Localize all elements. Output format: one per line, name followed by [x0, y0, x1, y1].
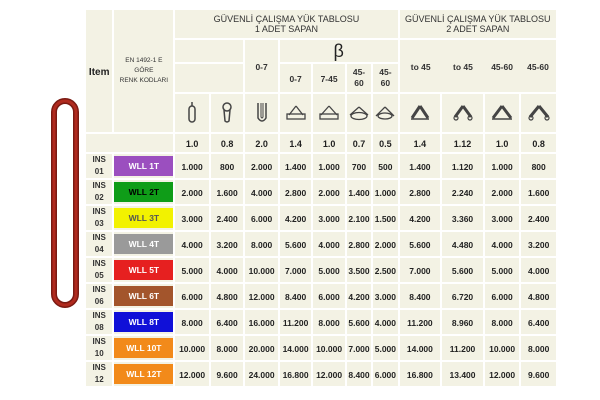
load-value: 4.200 — [400, 206, 441, 230]
item-code: INS 12 — [86, 362, 112, 386]
two-sling-choke-45-60-icon — [521, 94, 556, 132]
item-code: INS 10 — [86, 336, 112, 360]
load-value: 2.400 — [211, 206, 244, 230]
table-row — [86, 232, 556, 256]
angle-header: 45- 60 — [347, 64, 371, 92]
load-value: 8.400 — [400, 284, 441, 308]
angle-header: 7-45 — [313, 64, 344, 92]
load-value: 1.000 — [175, 154, 209, 178]
load-value: 4.800 — [211, 284, 244, 308]
color-code-cell — [114, 310, 173, 334]
load-value: 3.000 — [313, 206, 344, 230]
basket-45-60-alt-icon — [373, 94, 397, 132]
load-value: 4.000 — [245, 180, 278, 204]
beta-symbol: β — [280, 40, 398, 62]
color-code-cell — [114, 206, 173, 230]
color-code-cell — [114, 154, 173, 178]
load-value: 4.000 — [211, 258, 244, 282]
load-value: 5.600 — [400, 232, 441, 256]
load-value: 12.000 — [245, 284, 278, 308]
load-value: 3.200 — [521, 232, 556, 256]
table-row — [86, 206, 556, 230]
load-value: 12.000 — [313, 362, 344, 386]
load-value: 10.000 — [313, 336, 344, 360]
load-factor: 1.4 — [280, 134, 311, 152]
wll-color-tag: WLL 5T — [114, 260, 173, 280]
load-value: 3.200 — [211, 232, 244, 256]
item-code: INS 05 — [86, 258, 112, 282]
load-value: 4.000 — [175, 232, 209, 256]
wll-color-tag: WLL 3T — [114, 208, 173, 228]
load-value: 14.000 — [400, 336, 441, 360]
load-value: 2.000 — [245, 154, 278, 178]
load-value: 14.000 — [280, 336, 311, 360]
table-row — [86, 310, 556, 334]
load-value: 6.720 — [442, 284, 483, 308]
load-value: 800 — [521, 154, 556, 178]
header-blank — [175, 40, 243, 62]
load-value: 11.200 — [442, 336, 483, 360]
table-row — [86, 154, 556, 178]
item-code: INS 08 — [86, 310, 112, 334]
table-row — [86, 362, 556, 386]
two-sling-choke-to-45-icon — [442, 94, 483, 132]
load-value: 500 — [373, 154, 397, 178]
load-value: 7.000 — [280, 258, 311, 282]
load-value: 1.600 — [211, 180, 244, 204]
two-sling-to-45-icon — [400, 94, 441, 132]
load-value: 5.600 — [442, 258, 483, 282]
load-value: 4.000 — [485, 232, 520, 256]
load-factor: 1.0 — [485, 134, 520, 152]
load-value: 1.400 — [280, 154, 311, 178]
load-factor: 1.12 — [442, 134, 483, 152]
load-value: 3.000 — [373, 284, 397, 308]
load-value: 16.800 — [400, 362, 441, 386]
load-factor: 2.0 — [245, 134, 278, 152]
item-code: INS 06 — [86, 284, 112, 308]
load-value: 1.400 — [400, 154, 441, 178]
load-value: 8.000 — [245, 232, 278, 256]
angle-header: to 45 — [400, 40, 442, 92]
angle-header: 45-60 — [484, 40, 520, 92]
load-value: 9.600 — [521, 362, 556, 386]
round-sling-image — [50, 97, 80, 309]
load-value: 4.000 — [313, 232, 344, 256]
header-blank — [175, 64, 243, 92]
load-value: 5.000 — [373, 336, 397, 360]
item-header: Item — [86, 10, 112, 132]
load-value: 1.600 — [521, 180, 556, 204]
load-value: 2.100 — [347, 206, 371, 230]
load-value: 7.000 — [400, 258, 441, 282]
load-value: 1.500 — [373, 206, 397, 230]
load-factor: 1.4 — [400, 134, 441, 152]
double-angle-headers — [400, 40, 556, 92]
load-value: 8.000 — [175, 310, 209, 334]
load-value: 2.800 — [280, 180, 311, 204]
load-value: 6.000 — [175, 284, 209, 308]
basket-45-60-icon — [347, 94, 371, 132]
load-value: 2.800 — [347, 232, 371, 256]
basket-7-45-icon — [313, 94, 344, 132]
load-value: 12.000 — [175, 362, 209, 386]
load-value: 3.000 — [175, 206, 209, 230]
load-value: 16.800 — [280, 362, 311, 386]
load-value: 8.400 — [347, 362, 371, 386]
color-code-cell — [114, 284, 173, 308]
angle-header: 0-7 — [280, 64, 311, 92]
load-value: 6.000 — [313, 284, 344, 308]
choke-hitch-icon — [211, 94, 244, 132]
angle-header: 45-60 — [520, 40, 556, 92]
load-value: 20.000 — [245, 336, 278, 360]
color-code-header: EN 1492-1 E GÖRE RENK KODLARI — [114, 10, 173, 132]
load-value: 4.200 — [347, 284, 371, 308]
item-code: INS 02 — [86, 180, 112, 204]
color-code-cell — [114, 336, 173, 360]
table-row — [86, 336, 556, 360]
load-value: 800 — [211, 154, 244, 178]
load-value: 6.000 — [373, 362, 397, 386]
load-value: 6.400 — [211, 310, 244, 334]
load-value: 1.000 — [313, 154, 344, 178]
load-value: 10.000 — [245, 258, 278, 282]
load-value: 3.000 — [485, 206, 520, 230]
load-value: 13.400 — [442, 362, 483, 386]
color-code-cell — [114, 232, 173, 256]
load-value: 2.400 — [521, 206, 556, 230]
table-row — [86, 258, 556, 282]
wll-color-tag: WLL 4T — [114, 234, 173, 254]
load-value: 4.200 — [280, 206, 311, 230]
load-value: 16.000 — [245, 310, 278, 334]
load-value: 4.800 — [521, 284, 556, 308]
load-value: 2.240 — [442, 180, 483, 204]
wll-color-tag: WLL 1T — [114, 156, 173, 176]
load-value: 8.000 — [211, 336, 244, 360]
color-code-cell — [114, 258, 173, 282]
table-row — [86, 284, 556, 308]
load-value: 4.480 — [442, 232, 483, 256]
vertical-lift-icon — [175, 94, 209, 132]
safe-working-load-table — [84, 8, 558, 388]
load-value: 3.500 — [347, 258, 371, 282]
load-value: 10.000 — [485, 336, 520, 360]
load-value: 8.960 — [442, 310, 483, 334]
basket-hitch-icon — [245, 94, 278, 132]
angle-header: to 45 — [442, 40, 484, 92]
load-value: 2.500 — [373, 258, 397, 282]
load-value: 1.000 — [485, 154, 520, 178]
load-value: 8.400 — [280, 284, 311, 308]
color-code-cell — [114, 180, 173, 204]
load-factor: 1.0 — [313, 134, 344, 152]
load-value: 9.600 — [211, 362, 244, 386]
load-value: 5.000 — [485, 258, 520, 282]
load-value: 7.000 — [347, 336, 371, 360]
load-factor: 0.5 — [373, 134, 397, 152]
load-value: 5.000 — [175, 258, 209, 282]
load-value: 12.000 — [485, 362, 520, 386]
load-value: 2.000 — [373, 232, 397, 256]
load-value: 8.000 — [485, 310, 520, 334]
load-value: 5.000 — [313, 258, 344, 282]
load-value: 4.000 — [373, 310, 397, 334]
load-value: 1.400 — [347, 180, 371, 204]
load-factor: 0.8 — [521, 134, 556, 152]
load-value: 700 — [347, 154, 371, 178]
load-value: 4.000 — [521, 258, 556, 282]
item-code: INS 04 — [86, 232, 112, 256]
load-value: 6.400 — [521, 310, 556, 334]
load-value: 3.360 — [442, 206, 483, 230]
wll-color-tag: WLL 2T — [114, 182, 173, 202]
item-code: INS 03 — [86, 206, 112, 230]
wll-color-tag: WLL 12T — [114, 364, 173, 384]
load-value: 2.800 — [400, 180, 441, 204]
load-factor: 1.0 — [175, 134, 209, 152]
load-value: 11.200 — [280, 310, 311, 334]
load-value: 1.000 — [373, 180, 397, 204]
wll-color-tag: WLL 10T — [114, 338, 173, 358]
load-factor: 0.8 — [211, 134, 244, 152]
wll-color-tag: WLL 6T — [114, 286, 173, 306]
load-value: 5.600 — [347, 310, 371, 334]
two-sling-45-60-icon — [485, 94, 520, 132]
load-value: 2.000 — [313, 180, 344, 204]
load-value: 8.000 — [521, 336, 556, 360]
load-value: 2.000 — [485, 180, 520, 204]
load-value: 10.000 — [175, 336, 209, 360]
single-sling-title: GÜVENLİ ÇALIŞMA YÜK TABLOSU 1 ADET SAPAN — [175, 10, 397, 38]
table-row — [86, 180, 556, 204]
angle-header: 45- 60 — [373, 64, 397, 92]
double-sling-title: GÜVENLİ ÇALIŞMA YÜK TABLOSU 2 ADET SAPAN — [400, 10, 556, 38]
basket-0-7-icon — [280, 94, 311, 132]
factor-blank — [86, 134, 173, 152]
load-value: 6.000 — [485, 284, 520, 308]
load-value: 2.000 — [175, 180, 209, 204]
load-value: 11.200 — [400, 310, 441, 334]
wll-color-tag: WLL 8T — [114, 312, 173, 332]
load-value: 6.000 — [245, 206, 278, 230]
load-value: 1.120 — [442, 154, 483, 178]
load-value: 8.000 — [313, 310, 344, 334]
load-value: 5.600 — [280, 232, 311, 256]
item-code: INS 01 — [86, 154, 112, 178]
load-factor: 0.7 — [347, 134, 371, 152]
angle-0-7-header: 0-7 — [245, 40, 278, 92]
load-value: 24.000 — [245, 362, 278, 386]
color-code-cell — [114, 362, 173, 386]
